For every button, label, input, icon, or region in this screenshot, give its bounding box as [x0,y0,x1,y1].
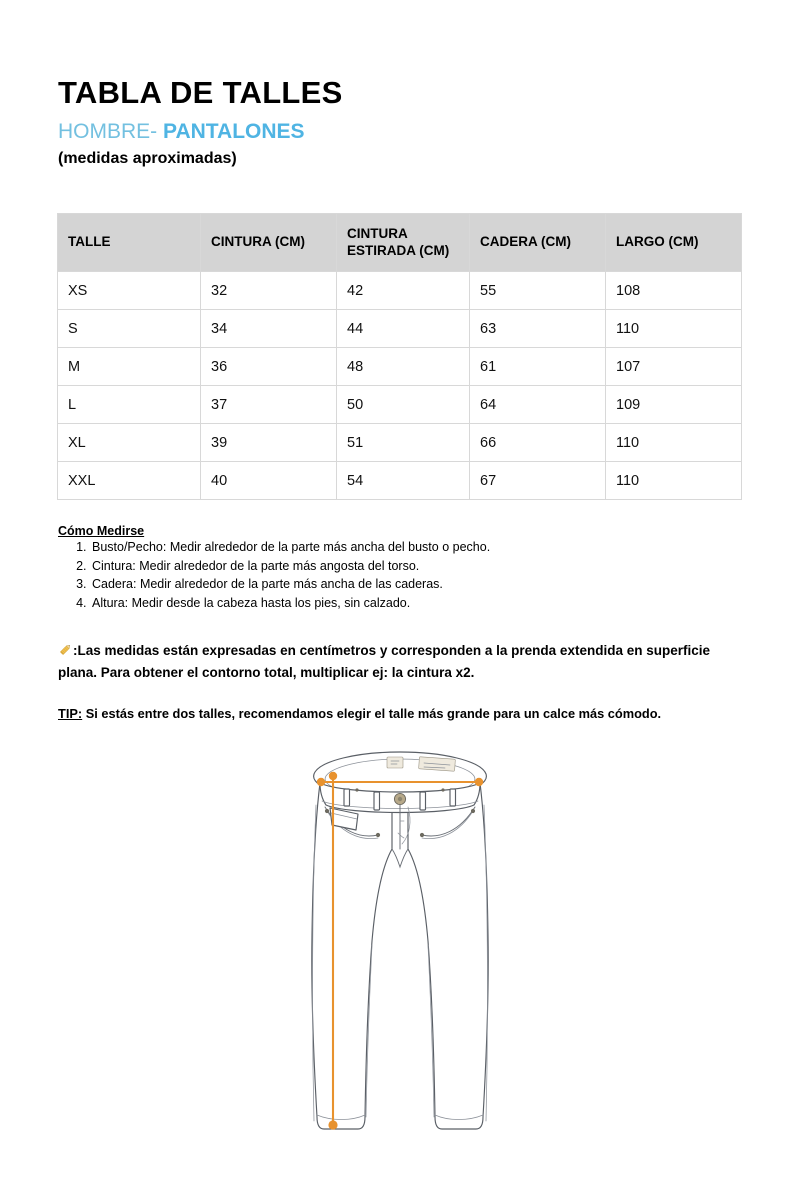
table-header-row [58,214,742,272]
tip-note [58,705,748,723]
table-row [58,272,742,310]
tip-label: TIP: [58,706,83,721]
page-subtitle [58,120,305,144]
cell-cintura-estirada: 44 [337,310,470,348]
table-row [58,462,742,500]
cell-cadera: 61 [470,348,606,386]
cell-largo: 109 [606,386,742,424]
list-item: 2. Cintura: Medir alrededor de la parte más angosta del torso. [90,557,490,576]
list-item: 1. Busto/Pecho: Medir alrededor de la parte más ancha del busto o pecho. [90,538,490,557]
cell-cintura: 32 [201,272,337,310]
cell-cintura: 40 [201,462,337,500]
measurement-note-text: :Las medidas están expresadas en centímetros y corresponden a la prenda extendida en superficie plana. Para obtener el contorno total, multiplicar ej: la cintura x2. [58,643,710,680]
cell-cintura-estirada: 42 [337,272,470,310]
table-row [58,386,742,424]
cell-talle: S [58,310,201,348]
how-to-measure-heading: Cómo Medirse [58,524,145,538]
cell-cadera: 63 [470,310,606,348]
subtitle-category: PANTALONES [157,120,305,143]
pencil-icon [58,642,73,663]
how-to-measure-list [58,538,490,612]
cell-largo: 108 [606,272,742,310]
cell-talle: XS [58,272,201,310]
cell-largo: 107 [606,348,742,386]
cell-cintura: 36 [201,348,337,386]
cell-cadera: 64 [470,386,606,424]
table-row [58,424,742,462]
cell-cintura: 34 [201,310,337,348]
column-header-cintura: CINTURA (CM) [201,214,337,272]
cell-largo: 110 [606,310,742,348]
tip-text: Si estás entre dos talles, recomendamos elegir el talle más grande para un calce más cómodo. [82,706,662,721]
cell-cintura-estirada: 50 [337,386,470,424]
size-table [57,213,742,500]
column-header-cintura-estirada: CINTURA ESTIRADA (CM) [337,214,470,272]
cell-cadera: 67 [470,462,606,500]
subtitle-gender: HOMBRE- [58,120,158,143]
pants-illustration [286,745,514,1150]
list-item: 3. Cadera: Medir alrededor de la parte más ancha de las caderas. [90,575,490,594]
measurement-note [58,641,740,682]
table-row [58,348,742,386]
cell-largo: 110 [606,462,742,500]
cell-cadera: 66 [470,424,606,462]
cell-largo: 110 [606,424,742,462]
cell-cintura-estirada: 51 [337,424,470,462]
cell-talle: L [58,386,201,424]
approximate-measures-note: (medidas aproximadas) [58,150,237,167]
cell-cintura: 37 [201,386,337,424]
cell-cintura: 39 [201,424,337,462]
cell-talle: XL [58,424,201,462]
column-header-talle: TALLE [58,214,201,272]
cell-cadera: 55 [470,272,606,310]
list-item: 4. Altura: Medir desde la cabeza hasta los pies, sin calzado. [90,594,490,613]
page-title: TABLA DE TALLES [58,75,343,110]
column-header-largo: LARGO (CM) [606,214,742,272]
cell-cintura-estirada: 48 [337,348,470,386]
cell-talle: XXL [58,462,201,500]
cell-talle: M [58,348,201,386]
column-header-cadera: CADERA (CM) [470,214,606,272]
cell-cintura-estirada: 54 [337,462,470,500]
table-row [58,310,742,348]
